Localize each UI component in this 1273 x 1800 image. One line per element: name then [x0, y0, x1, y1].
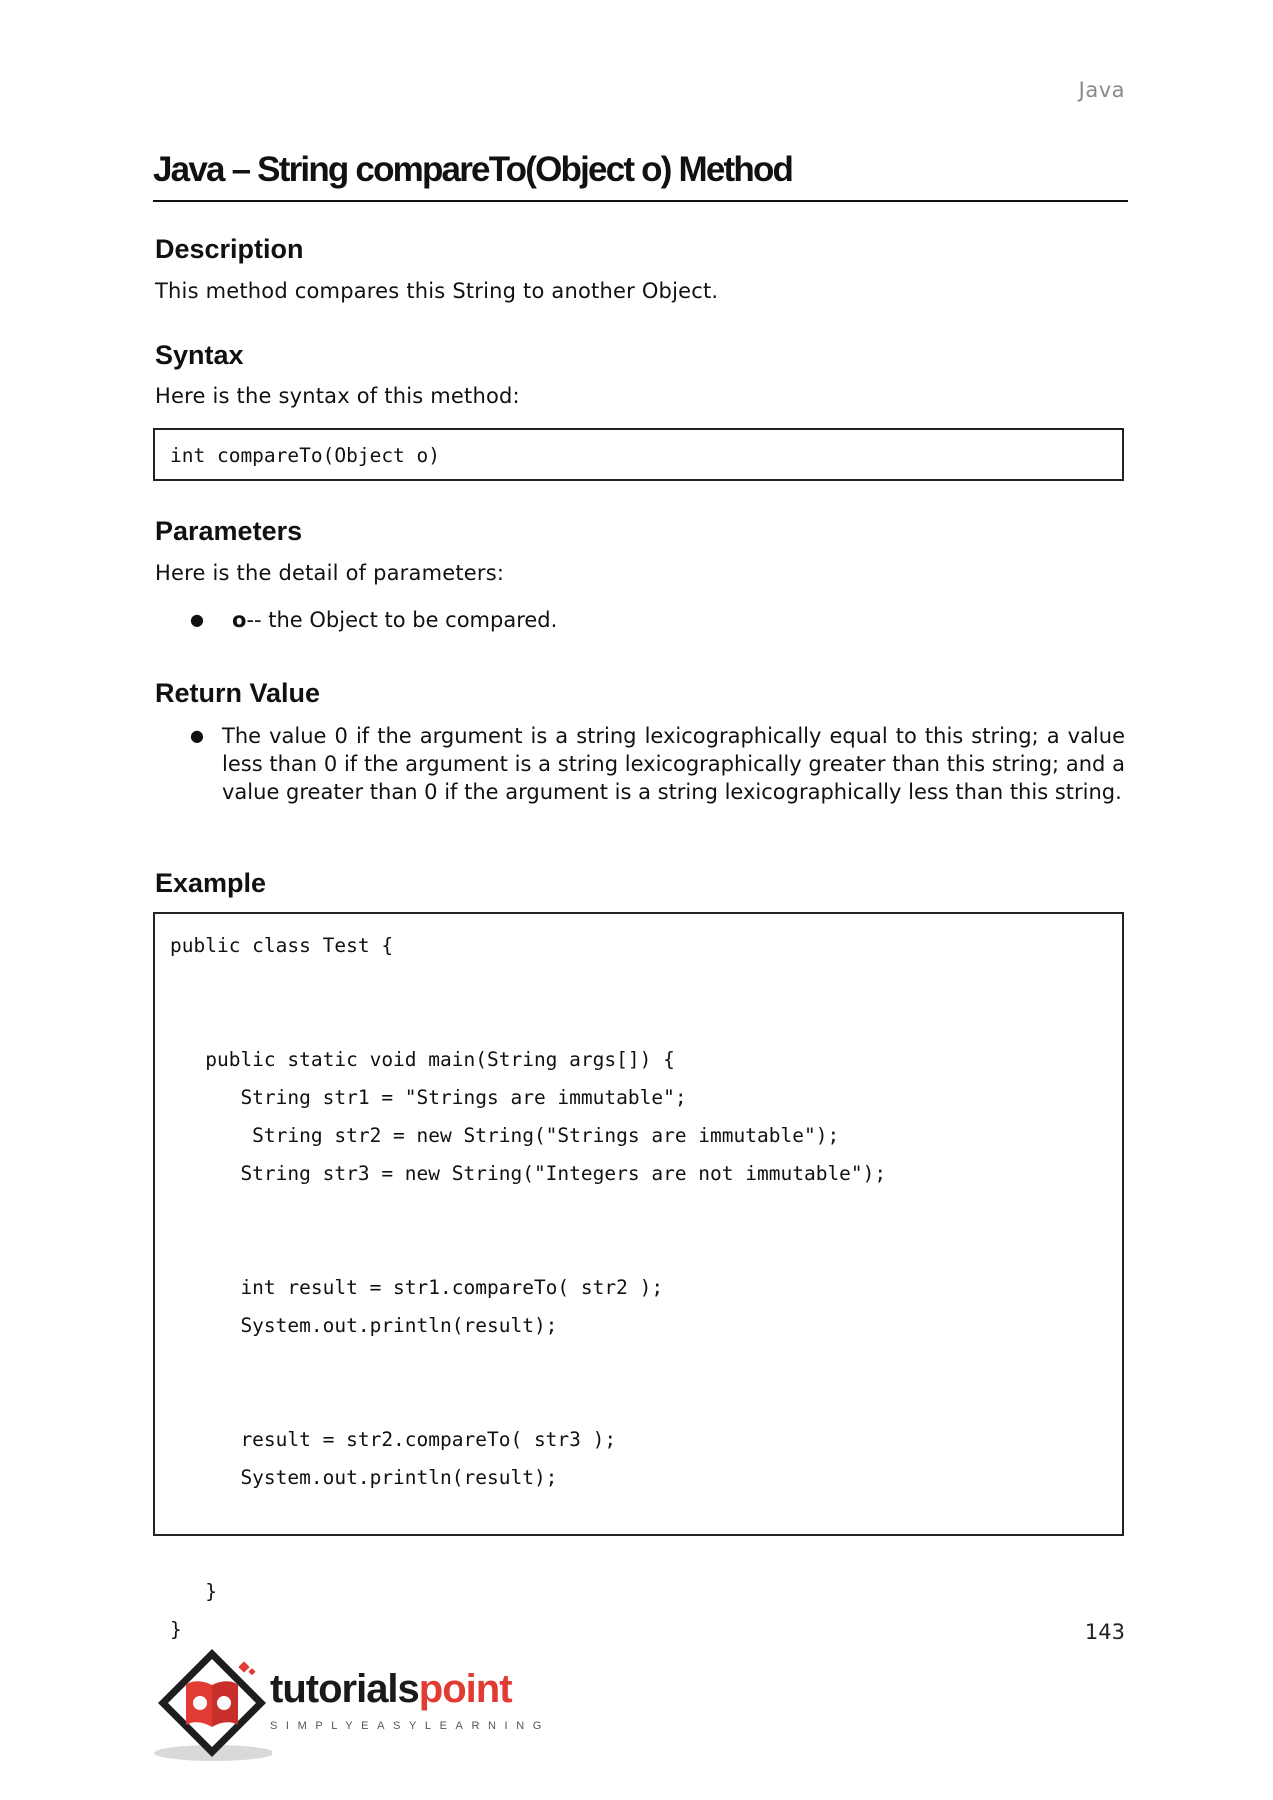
parameter-name: o [232, 608, 247, 632]
bullet-icon: ● [190, 726, 204, 745]
parameters-heading: Parameters [155, 516, 303, 546]
return-value-heading: Return Value [155, 678, 321, 708]
return-value-list [155, 722, 1125, 806]
syntax-heading: Syntax [155, 340, 244, 370]
chapter-title: Java – String compareTo(Object o) Method [153, 150, 1128, 202]
logo-wordmark: tutorialspoint [270, 1667, 512, 1711]
tutorialspoint-logo [152, 1645, 572, 1765]
logo-diamond-icon [152, 1645, 272, 1765]
example-heading: Example [155, 868, 267, 898]
page-number: 143 [1084, 1620, 1125, 1644]
return-value-text: The value 0 if the argument is a string lexicographically equal to this string; a value less than 0 if the argument is a string lexicographically greater than this string; and a value greater than 0 if the argument is a string lexicographically less than this string. [222, 724, 1125, 804]
description-heading: Description [155, 234, 304, 264]
running-header: Java [1078, 78, 1125, 102]
parameter-desc: -- the Object to be compared. [246, 608, 558, 632]
logo-tagline: SIMPLYEASYLEARNING [270, 1720, 550, 1732]
syntax-code-box [153, 428, 1124, 481]
parameters-text: Here is the detail of parameters: [155, 561, 505, 585]
description-text: This method compares this String to another Object. [155, 279, 719, 303]
bullet-icon: ● [190, 610, 204, 629]
syntax-text: Here is the syntax of this method: [155, 384, 520, 408]
parameter-item [155, 606, 1125, 634]
parameters-list [155, 606, 1125, 634]
syntax-code: int compareTo(Object o) [170, 444, 441, 467]
return-value-item [155, 722, 1125, 806]
example-code: public class Test { public static void main(String args[]) { String str1 = "Strings are immutable"; String str2 = new String("Strings are immutable"); String str3 = new String("Integers are not immutable"); int result = str1.compareTo( str2 ); System.out.println(result); result = str2.compareTo( str3 ); System.out.println(result); } } [170, 934, 887, 1641]
